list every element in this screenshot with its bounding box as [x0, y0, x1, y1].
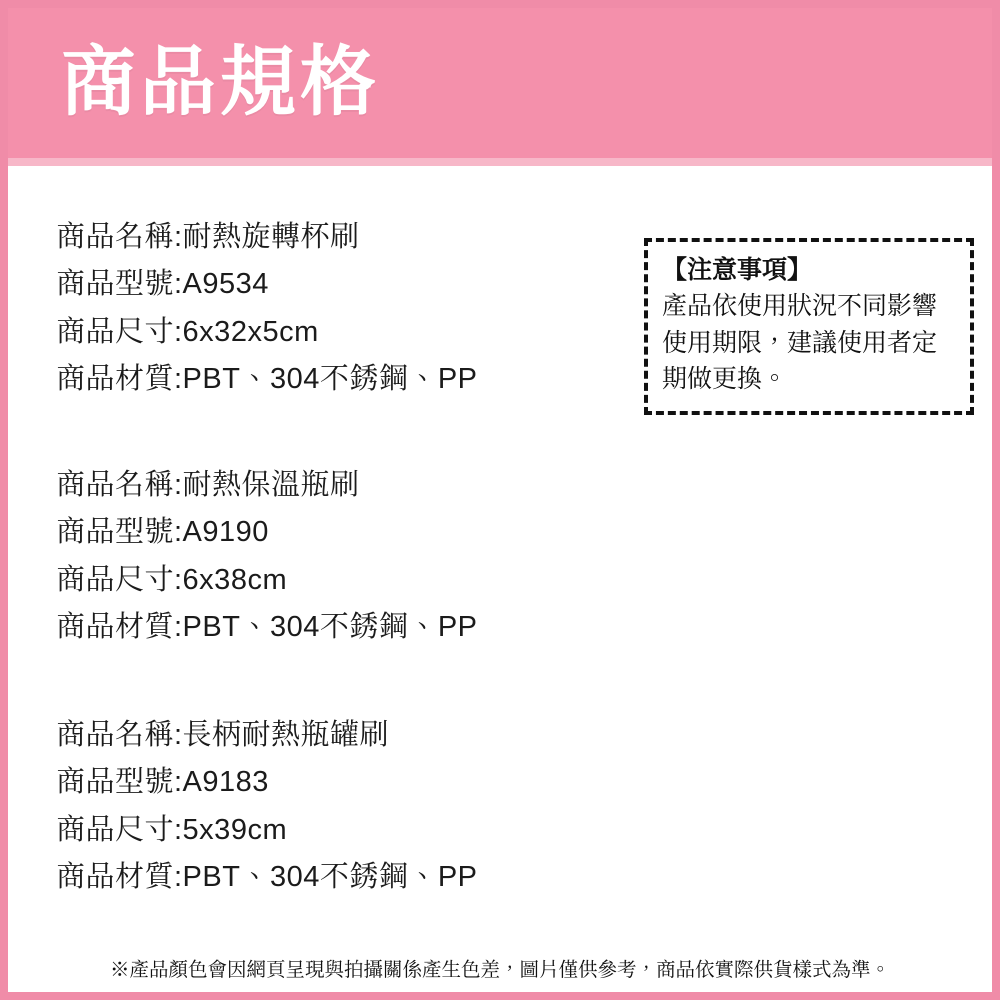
product-material-line: 商品材質:PBT、304不銹鋼、PP	[56, 362, 478, 395]
product-model-line: 商品型號:A9183	[56, 766, 269, 799]
product-material-line: 商品材質:PBT、304不銹鋼、PP	[56, 610, 478, 643]
product-spec-block-1	[56, 214, 656, 403]
header-underline-divider	[8, 158, 992, 166]
product-name-line: 商品名稱:耐熱保溫瓶刷	[56, 469, 360, 501]
notice-box	[644, 238, 974, 415]
notice-title: 【注意事項】	[662, 256, 813, 284]
product-model-line: 商品型號:A9190	[56, 516, 269, 549]
page-title: 商品規格	[60, 40, 380, 125]
footer-disclaimer: ※產品顏色會因網頁呈現與拍攝關係產生色差，圖片僅供參考，商品依實際供貨樣式為準。	[109, 959, 890, 981]
product-size-line: 商品尺寸:6x32x5cm	[56, 315, 319, 348]
product-spec-block-3	[56, 712, 656, 901]
product-name-line: 商品名稱:耐熱旋轉杯刷	[56, 221, 360, 253]
notice-body: 產品依使用狀況不同影響使用期限，建議使用者定期做更換。	[662, 292, 938, 393]
product-material-line: 商品材質:PBT、304不銹鋼、PP	[56, 860, 478, 893]
product-spec-block-2	[56, 462, 656, 651]
spec-content	[8, 166, 992, 992]
product-name-line: 商品名稱:長柄耐熱瓶罐刷	[56, 719, 390, 751]
product-model-line: 商品型號:A9534	[56, 268, 269, 301]
product-size-line: 商品尺寸:5x39cm	[56, 813, 288, 846]
product-size-line: 商品尺寸:6x38cm	[56, 563, 288, 596]
header-banner	[8, 8, 992, 158]
